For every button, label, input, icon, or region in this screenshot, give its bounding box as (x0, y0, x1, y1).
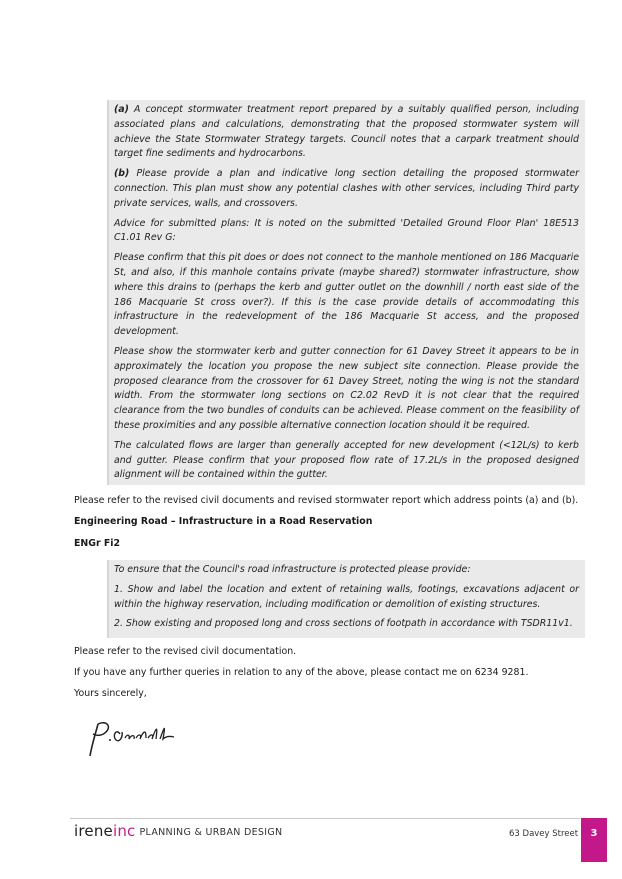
advice-paragraph: Advice for submitted plans: It is noted on the submitted 'Detailed Ground Floor Plan' 18E513 C1.01 Rev G: (114, 217, 579, 244)
council-request-box-stormwater (107, 100, 585, 485)
response-civil: Please refer to the revised civil documentation. (74, 646, 297, 657)
logo-irene: irene (74, 822, 113, 840)
response-stormwater: Please refer to the revised civil documents and revised stormwater report which address points (a) and (b). (74, 495, 579, 506)
footer-divider (70, 818, 580, 819)
road-intro: To ensure that the Council's road infrastructure is protected please provide: (114, 564, 471, 575)
contact-sentence: If you have any further queries in relation to any of the above, please contact me on 6234 9281. (74, 667, 529, 678)
road-item-2: 2. Show existing and proposed long and cross sections of footpath in accordance with TSDR11v1. (114, 618, 573, 630)
section-code-heading: ENGr Fi2 (74, 538, 120, 549)
request-paragraph-a (114, 103, 579, 162)
section-heading-road: Engineering Road – Infrastructure in a Road Reservation (74, 516, 373, 527)
footer-address: 63 Davey Street (509, 829, 579, 839)
closing-salutation: Yours sincerely, (74, 688, 147, 699)
logo-inc: inc (112, 822, 136, 840)
text-a: A concept stormwater treatment report prepared by a suitably qualified person, including associated plans and calculations, demonstrating that the proposed stormwater system will achieve the State Stormwater Strategy targets. Council notes that a carpark treatment should target fine sediments and hydrocarbons. (114, 104, 579, 160)
signature (86, 718, 186, 760)
text-b: Please provide a plan and indicative long section detailing the proposed stormwater connection. This plan must show any potential clashes with other services, including Third party private services, walls, and crossovers. (114, 168, 579, 209)
flows-paragraph: The calculated flows are larger than generally accepted for new development (<12L/s) to kerb and gutter. Please confirm that your proposed flow rate of 17.2L/s in the proposed designed alignment will be contained within the gutter. (114, 439, 579, 481)
council-request-box-road (107, 560, 585, 638)
logo-tagline: PLANNING & URBAN DESIGN (139, 827, 283, 838)
label-a: (a) (114, 104, 129, 115)
page-number: 3 (581, 818, 607, 862)
pit-paragraph: Please confirm that this pit does or does not connect to the manhole mentioned on 186 Macquarie St, and also, if this manhole contains private (maybe shared?) stormwater infrastructure, show where this drains to (perhaps the kerb and gutter outlet on the downhill / north east side of the 186 Macquarie St cross over?). If this is the case provide details of accommodating this infrastructure in the redevelopment of the 186 Macquarie St access, and the proposed development. (114, 252, 579, 338)
label-b: (b) (114, 168, 130, 180)
road-item-1: 1. Show and label the location and extent of retaining walls, footings, excavations adjacent or within the highway reservation, including modification or demolition of existing structures. (114, 583, 579, 610)
kerb-paragraph: Please show the stormwater kerb and gutter connection for 61 Davey Street it appears to be in approximately the location you propose the new subject site connection. Please provide the proposed clearance from the crossover for 61 Davey Street, noting the wing is not the standard width. From the stormwater long sections on C2.02 RevD it is not clear that the required clearance from the two bundles of conduits can be achieved. Please comment on the feasibility of these proximities and any possible alternative connection location should it be required. (114, 345, 579, 431)
request-paragraph-b (114, 167, 579, 211)
company-logo (74, 822, 282, 840)
